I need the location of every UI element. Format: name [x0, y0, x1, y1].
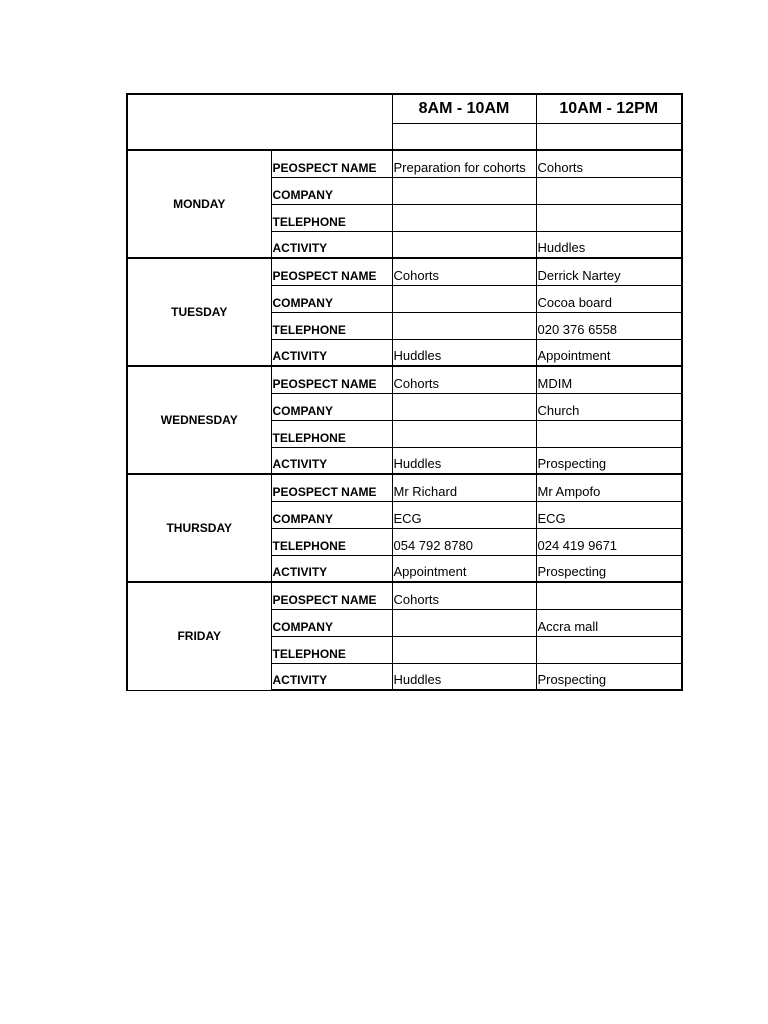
header-spacer-cell-2 — [536, 123, 682, 150]
field-label: TELEPHONE — [271, 636, 392, 663]
slot-2-value — [536, 204, 682, 231]
slot-2-value: Prospecting — [536, 555, 682, 582]
time-slot-header-2: 10AM - 12PM — [536, 94, 682, 123]
time-slot-header-1: 8AM - 10AM — [392, 94, 536, 123]
slot-1-value — [392, 312, 536, 339]
blank-corner-cell — [127, 94, 392, 123]
slot-1-value: Cohorts — [392, 366, 536, 393]
slot-2-value — [536, 420, 682, 447]
slot-1-value: 054 792 8780 — [392, 528, 536, 555]
field-label: TELEPHONE — [271, 528, 392, 555]
field-label: COMPANY — [271, 501, 392, 528]
slot-1-value — [392, 609, 536, 636]
field-label: ACTIVITY — [271, 339, 392, 366]
field-label: ACTIVITY — [271, 663, 392, 690]
slot-2-value: Prospecting — [536, 447, 682, 474]
day-label: FRIDAY — [127, 582, 271, 690]
field-label: PEOSPECT NAME — [271, 150, 392, 177]
field-label: TELEPHONE — [271, 312, 392, 339]
weekly-schedule-table — [126, 93, 683, 691]
slot-2-value: Appointment — [536, 339, 682, 366]
schedule-row — [127, 582, 682, 609]
header-spacer-cell-1 — [392, 123, 536, 150]
slot-2-value: Accra mall — [536, 609, 682, 636]
slot-2-value: 020 376 6558 — [536, 312, 682, 339]
slot-1-value: Huddles — [392, 339, 536, 366]
day-label: THURSDAY — [127, 474, 271, 582]
field-label: PEOSPECT NAME — [271, 366, 392, 393]
slot-1-value: Preparation for cohorts — [392, 150, 536, 177]
slot-1-value: Appointment — [392, 555, 536, 582]
slot-1-value: Huddles — [392, 663, 536, 690]
slot-2-value: Church — [536, 393, 682, 420]
slot-2-value: Derrick Nartey — [536, 258, 682, 285]
field-label: TELEPHONE — [271, 420, 392, 447]
slot-1-value — [392, 636, 536, 663]
field-label: PEOSPECT NAME — [271, 582, 392, 609]
blank-corner-cell-lower — [127, 123, 392, 150]
slot-2-value: 024 419 9671 — [536, 528, 682, 555]
schedule-row — [127, 258, 682, 285]
field-label: ACTIVITY — [271, 231, 392, 258]
field-label: TELEPHONE — [271, 204, 392, 231]
slot-1-value: Cohorts — [392, 582, 536, 609]
slot-1-value — [392, 177, 536, 204]
slot-2-value — [536, 636, 682, 663]
slot-2-value: ECG — [536, 501, 682, 528]
slot-1-value: Mr Richard — [392, 474, 536, 501]
slot-2-value — [536, 177, 682, 204]
slot-1-value: Huddles — [392, 447, 536, 474]
header-spacer-row — [127, 123, 682, 150]
time-slot-header-row — [127, 94, 682, 123]
day-label: TUESDAY — [127, 258, 271, 366]
field-label: COMPANY — [271, 177, 392, 204]
slot-1-value — [392, 393, 536, 420]
field-label: PEOSPECT NAME — [271, 474, 392, 501]
slot-1-value: Cohorts — [392, 258, 536, 285]
field-label: COMPANY — [271, 393, 392, 420]
schedule-row — [127, 474, 682, 501]
day-label: MONDAY — [127, 150, 271, 258]
slot-2-value: Cocoa board — [536, 285, 682, 312]
field-label: PEOSPECT NAME — [271, 258, 392, 285]
slot-2-value: Huddles — [536, 231, 682, 258]
slot-2-value: Prospecting — [536, 663, 682, 690]
slot-2-value — [536, 582, 682, 609]
slot-1-value — [392, 204, 536, 231]
slot-1-value — [392, 231, 536, 258]
slot-2-value: MDIM — [536, 366, 682, 393]
field-label: COMPANY — [271, 609, 392, 636]
field-label: ACTIVITY — [271, 447, 392, 474]
field-label: ACTIVITY — [271, 555, 392, 582]
day-label: WEDNESDAY — [127, 366, 271, 474]
slot-2-value: Mr Ampofo — [536, 474, 682, 501]
slot-1-value — [392, 420, 536, 447]
slot-1-value: ECG — [392, 501, 536, 528]
slot-1-value — [392, 285, 536, 312]
field-label: COMPANY — [271, 285, 392, 312]
slot-2-value: Cohorts — [536, 150, 682, 177]
schedule-row — [127, 366, 682, 393]
schedule-row — [127, 150, 682, 177]
